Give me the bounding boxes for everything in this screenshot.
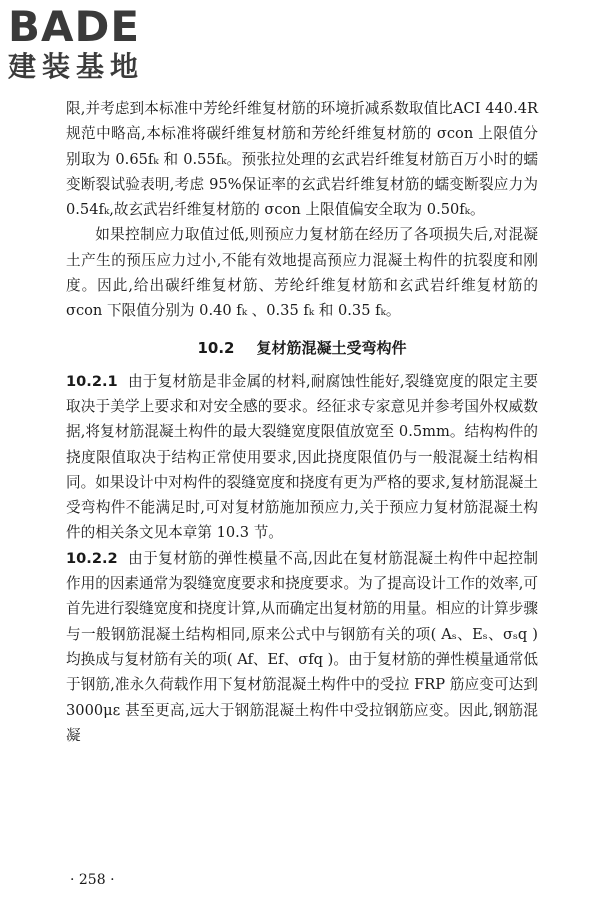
- clause-10-2-2: [66, 546, 538, 748]
- section-title: 复材筋混凝土受弯构件: [256, 338, 407, 357]
- paragraph-lower-limit: 如果控制应力取值过低,则预应力复材筋在经历了各项损失后,对混凝土产生的预压应力过小,不能有效地提高预应力混凝土构件的抗裂度和刚度。因此,给出碳纤维复材筋、芳纶纤维复材筋和玄武岩纤维复材筋的 σcon 下限值分别为 0.40 fₖ 、0.35 fₖ 和 0.35 fₖ。: [66, 226, 538, 320]
- page-body: [66, 96, 538, 748]
- section-heading: [66, 336, 538, 361]
- clause-number: 10.2.1: [66, 372, 118, 390]
- clause-text: 由于复材筋的弹性模量不高,因此在复材筋混凝土构件中起控制作用的因素通常为裂缝宽度要求和挠度要求。为了提高设计工作的效率,可首先进行裂缝宽度和挠度计算,从而确定出复材筋的用量。相应的计算步骤与一般钢筋混凝土结构相同,原来公式中与钢筋有关的项( Aₛ、Eₛ、σₛq )均换成与复材筋有关的项( Af、Ef、σfq )。由于复材筋的弹性模量通常低于钢筋,准永久荷载作用下复材筋混凝土构件中的受拉 FRP 筋应变可达到 3000με 甚至更高,远大于钢筋混凝土构件中受拉钢筋应变。因此,钢筋混凝: [66, 549, 538, 744]
- clause-10-2-1: [66, 369, 538, 546]
- logo-subtitle: 建装基地: [8, 50, 145, 83]
- logo-text: BADE: [8, 2, 141, 51]
- clause-text: 由于复材筋是非金属的材料,耐腐蚀性能好,裂缝宽度的限定主要取决于美学上要求和对安全感的要求。经征求专家意见并参考国外权威数据,将复材筋混凝土构件的最大裂缝宽度限值放宽至 0.5mm。结构构件的挠度限值取决于结构正常使用要求,因此挠度限值仍与一般混凝土结构相同。如果设计中对构件的裂缝宽度和挠度有更为严格的要求,复材筋混凝土受弯构件不能满足时,可对复材筋施加预应力,关于预应力复材筋混凝土构件的相关条文见本章第 10.3 节。: [66, 372, 538, 542]
- page-number: · 258 ·: [70, 872, 115, 888]
- logo: [8, 4, 178, 88]
- clause-number: 10.2.2: [66, 549, 118, 567]
- section-number: 10.2: [197, 338, 235, 357]
- paragraph-continuation: 限,并考虑到本标准中芳纶纤维复材筋的环境折减系数取值比ACI 440.4R规范中略高,本标准将碳纤维复材筋和芳纶纤维复材筋的 σcon 上限值分别取为 0.65fₖ 和 0.55fₖ。预张拉处理的玄武岩纤维复材筋百万小时的蠕变断裂试验表明,考虑 95%保证率的玄武岩纤维复材筋的蠕变断裂应力为 0.54fₖ,故玄武岩纤维复材筋的 σcon 上限值偏安全取为 0.50fₖ。: [66, 100, 538, 219]
